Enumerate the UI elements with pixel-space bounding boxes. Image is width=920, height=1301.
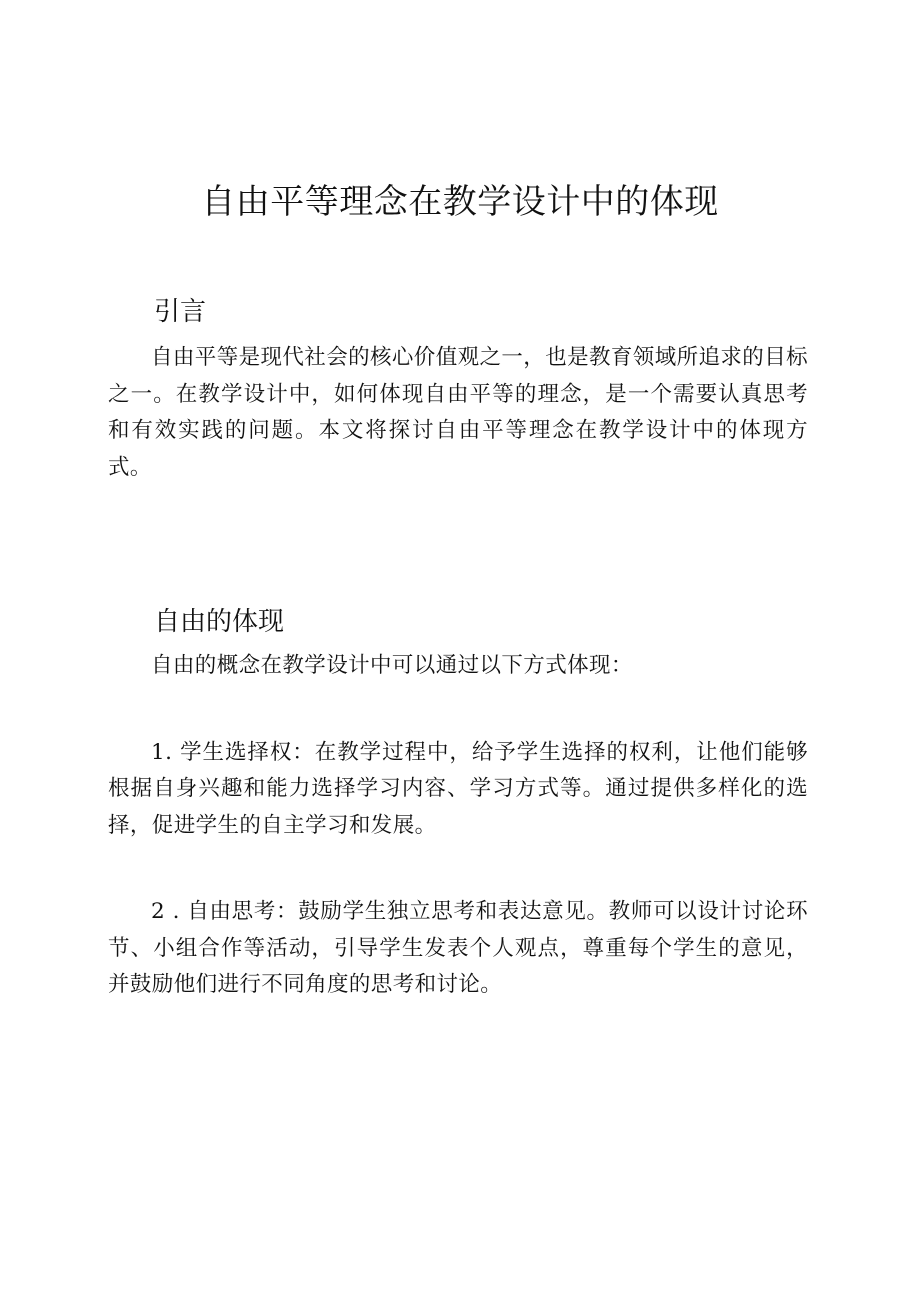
- section-freedom: [108, 604, 808, 1004]
- section-heading-freedom: 自由的体现: [154, 607, 285, 637]
- list-item-free-thinking: 2 . 自由思考：鼓励学生独立思考和表达意见。教师可以设计讨论环节、小组合作等活动，引导学生发表个人观点，尊重每个学生的意见，并鼓励他们进行不同角度的思考和讨论。: [108, 899, 808, 997]
- intro-paragraph: 自由平等是现代社会的核心价值观之一，也是教育领域所追求的目标之一。在教学设计中，如何体现自由平等的理念，是一个需要认真思考和有效实践的问题。本文将探讨自由平等理念在教学设计中的体现方式。: [108, 345, 809, 480]
- list-item-student-choice: 1. 学生选择权：在教学过程中，给予学生选择的权利，让他们能够根据自身兴趣和能力选择学习内容、学习方式等。通过提供多样化的选择，促进学生的自主学习和发展。: [108, 739, 808, 838]
- document-title: 自由平等理念在教学设计中的体现: [201, 182, 719, 222]
- section-introduction: [108, 294, 808, 486]
- section-heading-introduction: 引言: [154, 297, 207, 327]
- freedom-lead-paragraph: 自由的概念在教学设计中可以通过以下方式体现：: [151, 653, 633, 678]
